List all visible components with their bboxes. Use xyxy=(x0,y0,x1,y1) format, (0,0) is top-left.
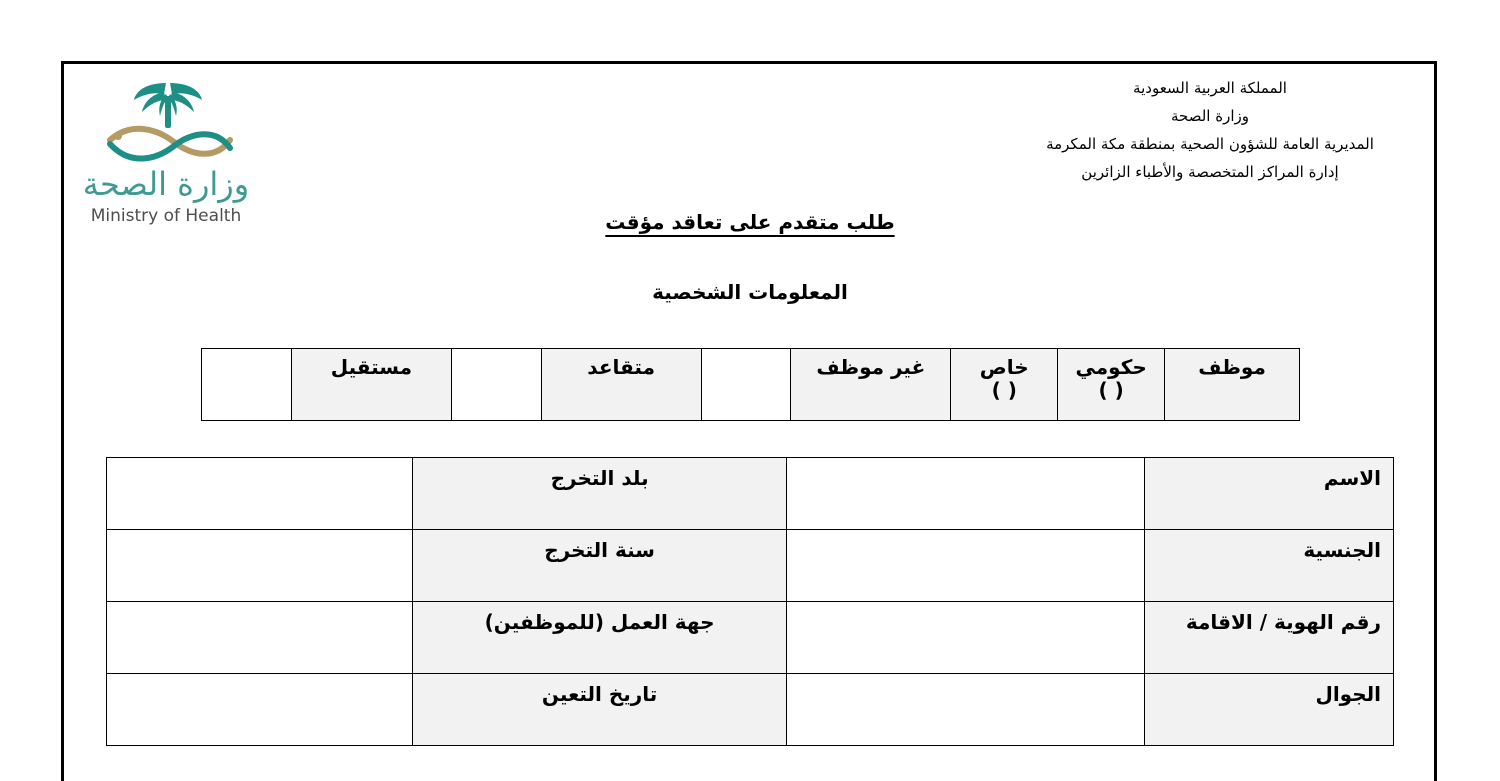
employer-field[interactable] xyxy=(107,602,413,674)
status-government-checkbox[interactable]: ( ) xyxy=(1098,378,1124,402)
status-private-cell[interactable] xyxy=(951,349,1058,421)
status-employee-cell xyxy=(1165,349,1300,421)
status-private-checkbox[interactable]: ( ) xyxy=(991,378,1017,402)
status-unemployed-input[interactable] xyxy=(701,349,791,421)
nationality-label: الجنسية xyxy=(1145,530,1394,602)
status-independent-cell xyxy=(291,349,451,421)
graduation-country-field[interactable] xyxy=(107,458,413,530)
mobile-label: الجوال xyxy=(1145,674,1394,746)
graduation-year-field[interactable] xyxy=(107,530,413,602)
form-title: طلب متقدم على تعاقد مؤقت xyxy=(605,210,895,234)
nationality-field[interactable] xyxy=(787,530,1145,602)
logo-arabic-text: وزارة الصحة xyxy=(82,165,250,203)
graduation-country-label: بلد التخرج xyxy=(412,458,787,530)
status-employee-label: موظف xyxy=(1198,355,1266,379)
status-retired-label: متقاعد xyxy=(587,355,655,379)
appointment-date-field[interactable] xyxy=(107,674,413,746)
table-row xyxy=(107,674,1394,746)
table-row xyxy=(107,458,1394,530)
status-retired-input[interactable] xyxy=(451,349,541,421)
employment-status-table xyxy=(201,348,1300,421)
status-unemployed-label: غير موظف xyxy=(816,355,926,379)
status-private-label: خاص xyxy=(979,355,1029,379)
id-number-label: رقم الهوية / الاقامة xyxy=(1145,602,1394,674)
name-label: الاسم xyxy=(1145,458,1394,530)
status-independent-input[interactable] xyxy=(202,349,292,421)
header-line-kingdom: المملكة العربية السعودية xyxy=(1133,79,1287,97)
ministry-header xyxy=(960,74,1460,186)
header-line-department: إدارة المراكز المتخصصة والأطباء الزائرين xyxy=(1081,163,1339,181)
logo-english-text: Ministry of Health xyxy=(90,206,242,226)
status-government-cell[interactable] xyxy=(1058,349,1165,421)
status-unemployed-cell xyxy=(791,349,951,421)
mobile-field[interactable] xyxy=(787,674,1145,746)
appointment-date-label: تاريخ التعين xyxy=(412,674,787,746)
personal-info-table xyxy=(106,457,1394,746)
employer-label: جهة العمل (للموظفين) xyxy=(412,602,787,674)
graduation-year-label: سنة التخرج xyxy=(412,530,787,602)
status-government-label: حكومي xyxy=(1075,355,1147,379)
table-row xyxy=(107,602,1394,674)
id-number-field[interactable] xyxy=(787,602,1145,674)
section-title: المعلومات الشخصية xyxy=(652,280,848,304)
table-row xyxy=(107,530,1394,602)
header-line-directorate: المديرية العامة للشؤون الصحية بمنطقة مكة المكرمة xyxy=(1046,135,1374,153)
name-field[interactable] xyxy=(787,458,1145,530)
status-independent-label: مستقيل xyxy=(330,355,413,379)
header-line-ministry: وزارة الصحة xyxy=(1171,107,1249,125)
status-retired-cell xyxy=(541,349,701,421)
